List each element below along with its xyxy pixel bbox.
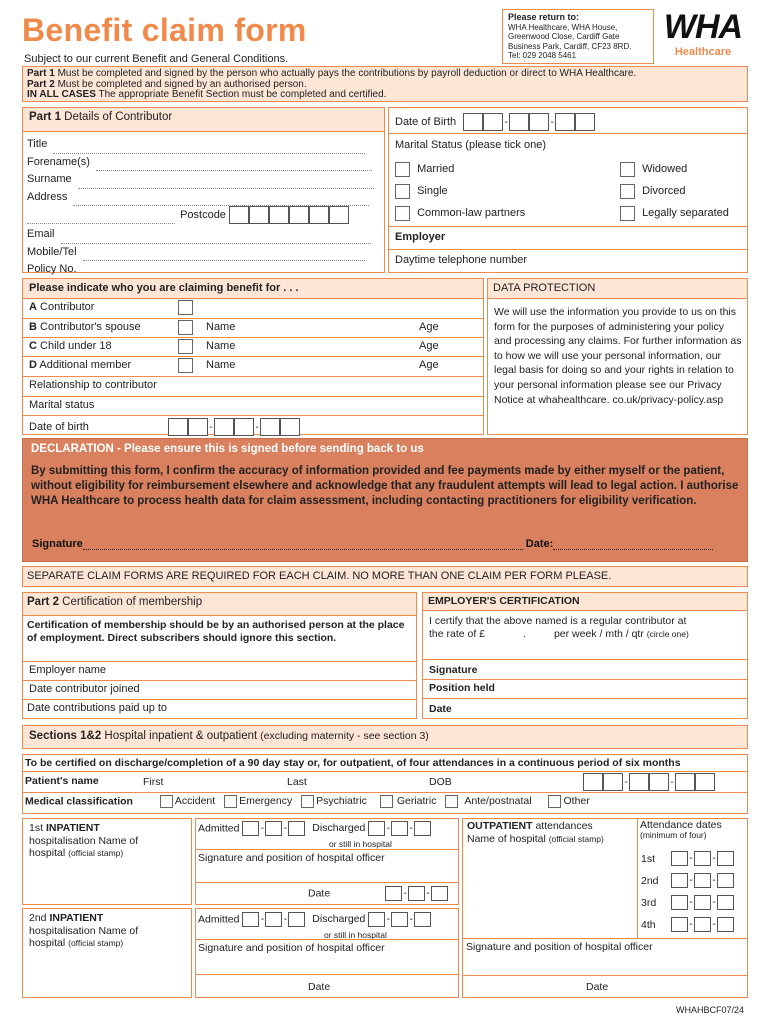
cert-date-field[interactable] xyxy=(429,703,452,715)
logo-main: WHA xyxy=(663,8,743,46)
data-protection-heading: DATA PROTECTION xyxy=(488,279,747,299)
return-label: Please return to: xyxy=(508,12,580,22)
ord-4th: 4th xyxy=(641,918,656,931)
forename-field[interactable] xyxy=(27,154,377,172)
sections12-header xyxy=(22,725,748,749)
outpatient-date-label: Date xyxy=(586,981,609,993)
claimant-box xyxy=(22,278,484,435)
antenatal-label: Ante/postnatal xyxy=(464,795,532,808)
attendance-2nd[interactable]: 2nd - - xyxy=(641,870,734,892)
signature-label: Signature xyxy=(32,538,83,550)
dob-row xyxy=(389,108,747,134)
inpatient1-details-box xyxy=(195,818,459,905)
inpatient2-label-box xyxy=(22,908,192,998)
admitted-label-2: Admitted xyxy=(198,913,240,926)
p2-label: Part 2 xyxy=(27,78,55,90)
married-label: Married xyxy=(417,163,455,175)
position-held-field[interactable] xyxy=(423,680,747,699)
spouse-checkbox[interactable] xyxy=(178,320,193,335)
common-law-label: Common-law partners xyxy=(417,207,526,219)
relationship-label: Relationship to contributor xyxy=(29,379,157,391)
separated-checkbox[interactable] xyxy=(620,206,635,221)
option-married[interactable] xyxy=(395,158,454,180)
policy-field[interactable] xyxy=(27,261,377,279)
email-label: Email xyxy=(27,228,55,240)
p1-text: Must be completed and signed by the person who actually pays the contributions by payroll deduction or direct to WHA Healthcare. xyxy=(54,68,637,79)
return-address-box xyxy=(502,9,654,64)
officer-signature-1[interactable] xyxy=(196,849,458,883)
employer-cert-text xyxy=(429,615,689,641)
separated-label: Legally separated xyxy=(642,207,729,219)
title-label: Title xyxy=(27,138,48,150)
outpatient-hosp-label: Name of hospital xyxy=(467,832,546,845)
marital-label: Marital Status (please tick one) xyxy=(395,139,547,151)
psychiatric-label: Psychiatric xyxy=(316,795,367,808)
discharged-label-2: Discharged xyxy=(312,913,366,926)
employer-label: Employer xyxy=(395,231,446,243)
rate-period: per week / mth / qtr xyxy=(553,628,644,640)
emergency-label: Emergency xyxy=(239,795,293,808)
claimant-row-b xyxy=(23,319,483,338)
part2-header xyxy=(23,593,416,616)
class-other[interactable] xyxy=(548,795,589,807)
sections12-note: (excluding maternity - see section 3) xyxy=(257,730,429,742)
attendance-dates xyxy=(640,820,745,840)
patient-info-box xyxy=(22,754,748,814)
class-geriatric[interactable] xyxy=(380,795,437,807)
inpatient2-title: INPATIENT xyxy=(49,912,104,924)
medical-class-label: Medical classification xyxy=(25,795,133,808)
surname-label: Surname xyxy=(27,173,72,185)
class-emergency[interactable] xyxy=(224,795,292,807)
subtitle: Subject to our current Benefit and General Conditions. xyxy=(24,53,289,65)
declaration-box xyxy=(22,438,748,562)
ord-1st: 1st xyxy=(641,852,656,865)
claimant-row-c xyxy=(23,338,483,357)
date-paid-label: Date contributions paid up to xyxy=(27,702,168,714)
mobile-field[interactable] xyxy=(27,244,377,262)
inpatient1-date-label: Date xyxy=(308,887,331,900)
cert-signature-field[interactable] xyxy=(423,659,747,680)
row-d-text: Additional member xyxy=(39,359,132,371)
forename-label: Forename(s) xyxy=(27,155,90,168)
postcode-row xyxy=(27,206,377,226)
attendance-label: Attendance dates xyxy=(640,819,722,831)
sections12-heading: Hospital inpatient & outpatient xyxy=(101,730,258,742)
divorced-label: Divorced xyxy=(642,185,686,197)
certify-text: To be certified on discharge/completion of a 90 day stay or, for outpatient, of four attendances in a continuous period of six months xyxy=(23,755,747,772)
claimant-dob-row xyxy=(29,418,300,436)
inpatient1-date-input[interactable]: - - xyxy=(385,887,448,899)
all-cases-text: The appropriate Benefit Section must be completed and certified. xyxy=(95,89,387,100)
inpatient2-admitted-row xyxy=(198,912,431,927)
geriatric-label: Geriatric xyxy=(396,795,437,808)
surname-field[interactable] xyxy=(27,171,377,189)
outpatient-text: attendances xyxy=(532,820,593,832)
part2-note: Certification of membership should be by an authorised person at the place of employment. Direct subscribers should ignore this section. xyxy=(27,619,405,644)
postcode-label: Postcode xyxy=(180,208,226,221)
outpatient-officer-signature[interactable] xyxy=(463,938,747,976)
attendance-3rd[interactable]: 3rd - - xyxy=(641,892,734,914)
part2-box xyxy=(22,592,417,719)
option-single[interactable] xyxy=(395,180,448,202)
still-in-hospital-1: or still in hospital xyxy=(329,839,392,849)
position-held-label: Position held xyxy=(429,682,495,694)
employer-name-field[interactable] xyxy=(23,661,416,681)
attendance-rows xyxy=(641,848,734,936)
policy-label: Policy No. xyxy=(27,263,77,275)
marital-options xyxy=(395,158,745,224)
claimant-dob-label: Date of birth xyxy=(29,420,89,433)
claimant-row-d xyxy=(23,357,483,377)
declaration-body: By submitting this form, I confirm the accuracy of information provided and fee payments made by either myself or the patient, without eligibility for reimbursement elsewhere and acknowledge that any fraudulent attempts will lead to legal action. I authorise WHA Healthcare to process health data for claim assessment, including contacting practitioners for eligibility verification. xyxy=(31,465,739,507)
inpatient2-hosp-label: hospitalisation Name of hospital xyxy=(29,924,139,949)
min-four-note: (minimum of four) xyxy=(640,830,707,840)
inpatient1-ordinal: 1st xyxy=(29,822,46,834)
circle-one-note: (circle one) xyxy=(646,629,689,639)
claimant-marital-field[interactable] xyxy=(23,397,483,416)
declaration-date-label: Date: xyxy=(525,538,554,550)
claimant-marital-label: Marital status xyxy=(29,399,95,411)
email-field[interactable] xyxy=(27,226,377,244)
officer-sig-label-2: Signature and position of hospital officer xyxy=(198,942,385,954)
row-a-letter: A xyxy=(29,301,37,313)
return-line-1: WHA Healthcare, WHA House, xyxy=(508,22,618,32)
inpatient2-ordinal: 2nd xyxy=(29,912,50,924)
claimant-row-a xyxy=(23,299,483,319)
outpatient-box xyxy=(462,818,748,998)
sections12-label: Sections 1&2 xyxy=(29,730,102,742)
logo-sub: Healthcare xyxy=(674,46,732,58)
part1-header xyxy=(23,108,384,132)
common-law-checkbox[interactable] xyxy=(395,206,410,221)
data-protection-body: We will use the information you provide to us on this form for the purposes of administering your policy and processing any claims. For further information as to how we will use your personal information, our legal basis for doing so and your rights in relation to your personal information please see our Privacy Notice at whahealthcare. co.uk/privacy-policy.asp xyxy=(494,306,742,406)
cert-signature-label: Signature xyxy=(429,664,478,676)
widowed-label: Widowed xyxy=(642,163,688,175)
member-age-label: Age xyxy=(419,359,439,371)
inpatient2-date-label: Date xyxy=(308,981,331,993)
inpatient1-title: INPATIENT xyxy=(45,822,100,834)
employer-field[interactable] xyxy=(389,226,747,250)
discharged-date-input-1[interactable]: - - xyxy=(368,822,431,834)
return-line-2: Greenwood Close, Cardiff Gate xyxy=(508,32,620,41)
signature-line[interactable] xyxy=(83,549,523,550)
ord-2nd: 2nd xyxy=(641,874,659,887)
child-checkbox[interactable] xyxy=(178,339,193,354)
cert-line-1: I certify that the above named is a regular contributor at xyxy=(429,615,687,627)
member-name-label: Name xyxy=(206,359,236,371)
date-joined-field[interactable] xyxy=(23,681,416,700)
page-title: Benefit claim form xyxy=(22,12,307,48)
single-label: Single xyxy=(417,185,448,197)
option-divorced[interactable] xyxy=(620,180,745,202)
outpatient-title xyxy=(467,820,635,845)
admitted-date-input-1[interactable]: - - xyxy=(242,822,305,834)
row-d-letter: D xyxy=(29,359,37,371)
part1-right-box xyxy=(388,107,748,273)
title-field[interactable] xyxy=(27,136,377,154)
discharged-date-input-2[interactable]: - - xyxy=(368,913,431,925)
attendance-4th[interactable]: 4th - - xyxy=(641,914,734,936)
part1-box xyxy=(22,107,385,273)
part1-heading: Details of Contributor xyxy=(60,111,173,123)
other-label: Other xyxy=(563,795,590,808)
inpatient2-stamp-note: (official stamp) xyxy=(68,938,124,948)
p2-text: Must be completed and signed by an authorised person. xyxy=(54,78,307,90)
child-age-label: Age xyxy=(419,340,439,352)
inpatient2-details-box xyxy=(195,908,459,998)
daytime-phone-field[interactable] xyxy=(395,254,527,266)
admitted-date-input-2[interactable]: - - xyxy=(242,913,305,925)
inpatient1-label-box xyxy=(22,818,192,905)
patient-name-label: Patient's name xyxy=(25,775,99,787)
class-accident[interactable] xyxy=(160,795,215,807)
accident-label: Accident xyxy=(174,795,216,808)
outpatient-label: OUTPATIENT xyxy=(467,820,533,832)
outpatient-stamp-note: (official stamp) xyxy=(548,833,604,844)
class-antenatal[interactable] xyxy=(445,795,531,807)
patient-dob-input[interactable]: - - xyxy=(583,773,715,791)
inpatient1-admitted-row xyxy=(198,821,431,836)
postcode-input[interactable] xyxy=(229,209,349,221)
patient-name-row xyxy=(23,772,747,793)
inpatient1-hosp-label: hospitalisation Name of hospital xyxy=(29,834,139,859)
address-label: Address xyxy=(27,190,68,203)
still-in-hospital-2: or still in hospital xyxy=(324,930,387,940)
discharged-label-1: Discharged xyxy=(312,822,366,835)
p1-label: Part 1 xyxy=(27,68,55,79)
dob-input[interactable]: - - xyxy=(463,116,595,128)
daytime-label: Daytime telephone number xyxy=(395,254,528,266)
first-name-label: First xyxy=(143,776,164,788)
additional-member-checkbox[interactable] xyxy=(178,358,193,373)
child-name-label: Name xyxy=(206,340,236,352)
option-common-law[interactable] xyxy=(395,202,525,224)
option-separated[interactable] xyxy=(620,202,745,224)
part2-heading: Certification of membership xyxy=(58,596,203,608)
date-paid-field[interactable] xyxy=(27,702,167,714)
part2-label: Part 2 xyxy=(27,596,59,608)
last-name-label: Last xyxy=(287,776,307,788)
class-psychiatric[interactable] xyxy=(301,795,367,807)
return-tel: Tel: 029 2048 5461 xyxy=(508,51,577,60)
data-protection-box xyxy=(487,278,748,435)
mobile-label: Mobile/Tel xyxy=(27,245,77,258)
inpatient1-stamp-note: (official stamp) xyxy=(68,848,124,858)
row-a-text: Contributor xyxy=(40,301,95,313)
logo xyxy=(662,8,744,58)
contributor-checkbox[interactable] xyxy=(178,300,193,315)
divorced-checkbox[interactable] xyxy=(620,184,635,199)
widowed-checkbox[interactable] xyxy=(620,162,635,177)
row-b-letter: B xyxy=(29,321,37,333)
part1-label: Part 1 xyxy=(29,111,61,123)
date-joined-label: Date contributor joined xyxy=(29,683,140,695)
address-field[interactable] xyxy=(27,189,377,207)
claimant-heading: Please indicate who you are claiming benefit for . . . xyxy=(23,279,483,299)
single-checkbox[interactable] xyxy=(395,184,410,199)
declaration-signature-row xyxy=(32,538,713,550)
spouse-age-label: Age xyxy=(419,321,439,333)
dob-label: Date of Birth xyxy=(395,115,457,128)
rate-dot: . xyxy=(523,628,526,640)
declaration-date-line[interactable] xyxy=(553,549,713,550)
attendance-1st[interactable]: 1st - - xyxy=(641,848,734,870)
row-b-text: Contributor's spouse xyxy=(40,321,141,333)
form-code: WHAHBCF07/24 xyxy=(676,1005,745,1015)
all-cases-label: IN ALL CASES xyxy=(27,89,96,100)
officer-sig-label-1: Signature and position of hospital officer xyxy=(198,852,385,864)
return-line-3: Business Park, Cardiff, CF23 8RD. xyxy=(508,41,632,51)
instructions xyxy=(22,66,748,102)
inpatient1-date-row xyxy=(308,886,448,901)
employer-name-label: Employer name xyxy=(29,664,107,676)
declaration-heading: DECLARATION - Please ensure this is signed before sending back to us xyxy=(31,443,424,455)
patient-dob-label: DOB xyxy=(429,776,452,788)
spouse-name-label: Name xyxy=(206,321,236,333)
married-checkbox[interactable] xyxy=(395,162,410,177)
cert-date-label: Date xyxy=(429,703,452,715)
medical-class-row xyxy=(25,795,590,808)
row-c-letter: C xyxy=(29,340,37,352)
employer-cert-heading: EMPLOYER'S CERTIFICATION xyxy=(423,593,747,611)
admitted-label-1: Admitted xyxy=(198,822,240,835)
outpatient-sig-label: Signature and position of hospital officer xyxy=(466,941,653,953)
officer-signature-2[interactable] xyxy=(196,939,458,975)
row-c-text: Child under 18 xyxy=(40,340,112,352)
employer-cert-box xyxy=(422,592,748,719)
ord-3rd: 3rd xyxy=(641,896,657,909)
claimant-dob-input[interactable]: - - xyxy=(168,421,300,433)
separate-claims-notice: SEPARATE CLAIM FORMS ARE REQUIRED FOR EACH CLAIM. NO MORE THAN ONE CLAIM PER FORM PLEASE. xyxy=(22,566,748,587)
option-widowed[interactable] xyxy=(620,158,745,180)
relationship-field[interactable] xyxy=(23,377,483,397)
rate-label: the rate of £ xyxy=(429,628,486,640)
